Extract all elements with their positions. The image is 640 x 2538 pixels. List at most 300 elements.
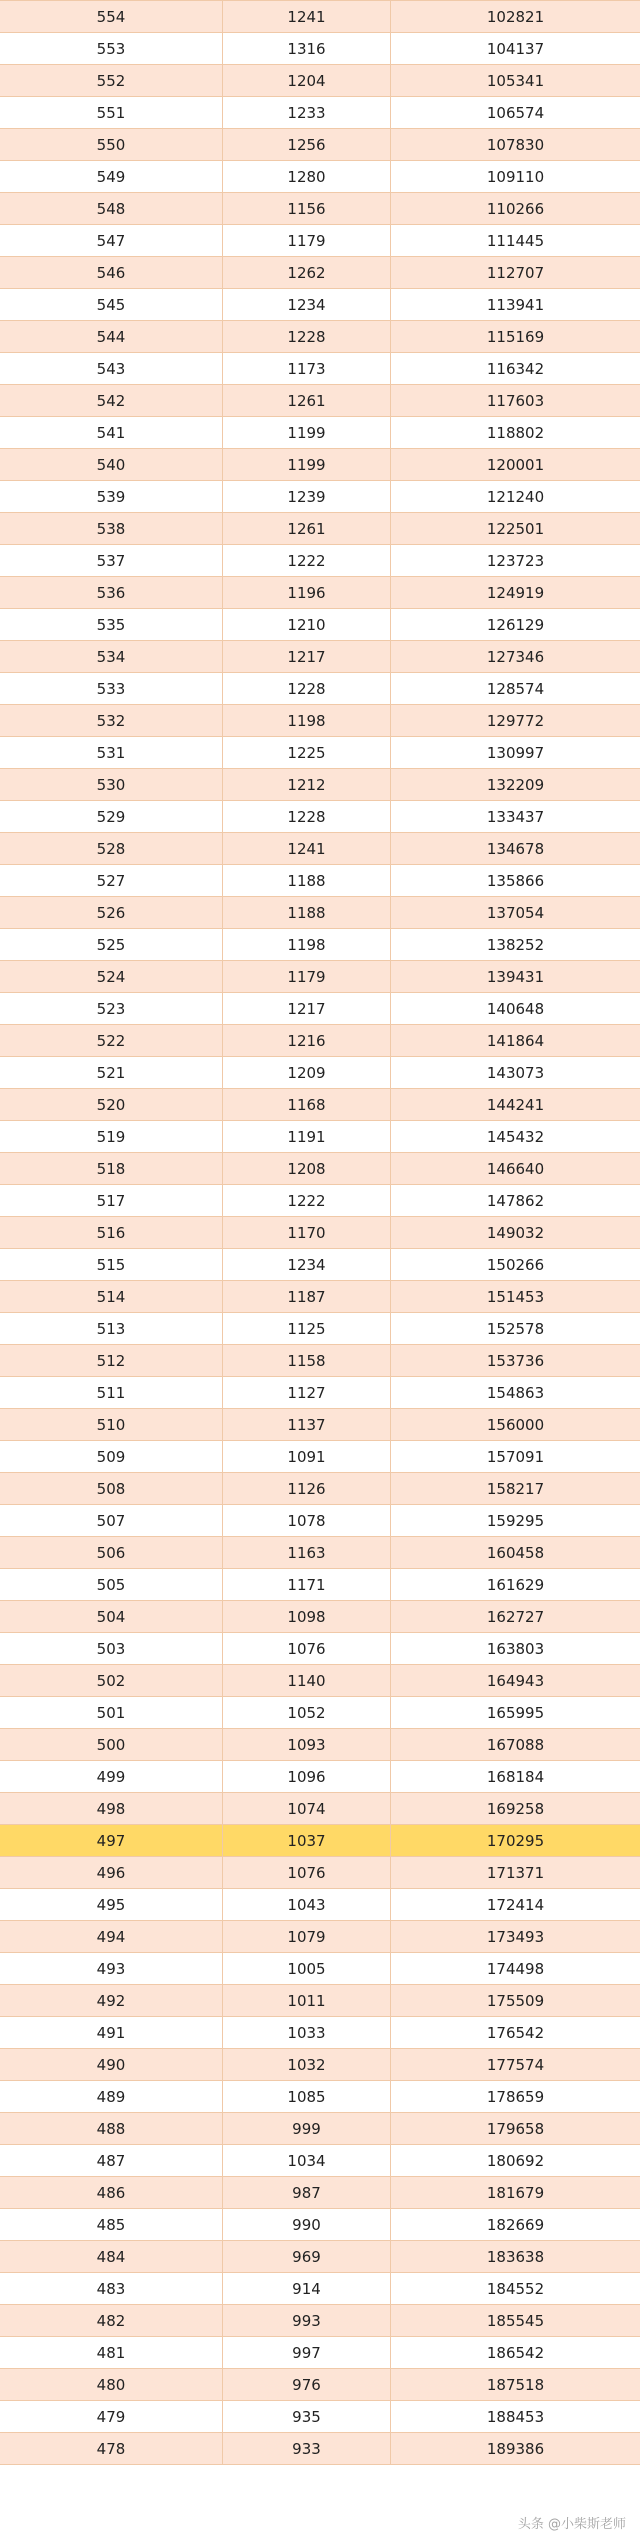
cumulative-cell: 147862 (486, 1191, 545, 1210)
score-cell: 523 (0, 993, 223, 1024)
count-cell: 1126 (223, 1473, 391, 1504)
score-cell: 496 (0, 1857, 223, 1888)
table-row (0, 97, 640, 129)
score-cell: 550 (0, 129, 223, 160)
count-cell: 1011 (223, 1985, 391, 2016)
count-cell: 1052 (223, 1697, 391, 1728)
cumulative-cell: 128574 (486, 679, 545, 698)
count-cell: 1217 (223, 993, 391, 1024)
count-cell: 1079 (223, 1921, 391, 1952)
count-cell: 1262 (223, 257, 391, 288)
score-cell: 536 (0, 577, 223, 608)
score-cell: 514 (0, 1281, 223, 1312)
cumulative-cell: 104137 (486, 39, 545, 58)
score-cell: 548 (0, 193, 223, 224)
count-cell: 1093 (223, 1729, 391, 1760)
count-cell: 1208 (223, 1153, 391, 1184)
cumulative-cell: 139431 (486, 967, 545, 986)
cumulative-cell: 129772 (486, 711, 545, 730)
cumulative-cell: 117603 (486, 391, 545, 410)
score-cell: 554 (0, 1, 223, 32)
table-row (0, 2337, 640, 2369)
cumulative-cell: 156000 (486, 1415, 545, 1434)
table-row (0, 1633, 640, 1665)
count-cell: 1137 (223, 1409, 391, 1440)
cumulative-cell: 144241 (486, 1095, 545, 1114)
table-row (0, 257, 640, 289)
count-cell: 1033 (223, 2017, 391, 2048)
cumulative-cell: 118802 (486, 423, 545, 442)
score-cell: 549 (0, 161, 223, 192)
cumulative-cell: 112707 (486, 263, 545, 282)
score-cell: 522 (0, 1025, 223, 1056)
count-cell: 1198 (223, 705, 391, 736)
cumulative-cell: 153736 (486, 1351, 545, 1370)
table-row (0, 1217, 640, 1249)
count-cell: 1228 (223, 321, 391, 352)
cumulative-cell: 149032 (486, 1223, 545, 1242)
cumulative-cell: 107830 (486, 135, 545, 154)
count-cell: 1005 (223, 1953, 391, 1984)
score-cell: 486 (0, 2177, 223, 2208)
table-row (0, 1761, 640, 1793)
table-row (0, 641, 640, 673)
table-row-highlighted (0, 1825, 640, 1857)
score-cell: 541 (0, 417, 223, 448)
cumulative-cell: 163803 (486, 1639, 545, 1658)
cumulative-cell: 121240 (486, 487, 545, 506)
count-cell: 1233 (223, 97, 391, 128)
cumulative-cell: 168184 (486, 1767, 545, 1786)
count-cell: 976 (223, 2369, 391, 2400)
count-cell: 1043 (223, 1889, 391, 1920)
score-cell: 540 (0, 449, 223, 480)
cumulative-cell: 159295 (486, 1511, 545, 1530)
score-cell: 530 (0, 769, 223, 800)
table-row (0, 513, 640, 545)
cumulative-cell: 122501 (486, 519, 545, 538)
table-row (0, 321, 640, 353)
score-cell: 492 (0, 1985, 223, 2016)
cumulative-cell: 115169 (486, 327, 545, 346)
score-cell: 518 (0, 1153, 223, 1184)
score-cell: 506 (0, 1537, 223, 1568)
cumulative-cell: 127346 (486, 647, 545, 666)
score-cell: 507 (0, 1505, 223, 1536)
score-cell: 484 (0, 2241, 223, 2272)
count-cell: 1234 (223, 1249, 391, 1280)
score-cell: 516 (0, 1217, 223, 1248)
score-cell: 495 (0, 1889, 223, 1920)
score-cell: 488 (0, 2113, 223, 2144)
cumulative-cell: 180692 (486, 2151, 545, 2170)
table-row (0, 865, 640, 897)
score-cell: 512 (0, 1345, 223, 1376)
table-row (0, 385, 640, 417)
cumulative-cell: 181679 (486, 2183, 545, 2202)
score-cell: 535 (0, 609, 223, 640)
table-row (0, 2209, 640, 2241)
cumulative-cell: 162727 (486, 1607, 545, 1626)
score-cell: 498 (0, 1793, 223, 1824)
table-row (0, 2177, 640, 2209)
table-row (0, 1409, 640, 1441)
table-row (0, 1601, 640, 1633)
count-cell: 1204 (223, 65, 391, 96)
count-cell: 1188 (223, 897, 391, 928)
table-row (0, 449, 640, 481)
score-cell: 481 (0, 2337, 223, 2368)
score-cell: 531 (0, 737, 223, 768)
count-cell: 1179 (223, 225, 391, 256)
table-row (0, 2113, 640, 2145)
score-cell: 511 (0, 1377, 223, 1408)
cumulative-cell: 154863 (486, 1383, 545, 1402)
score-cell: 539 (0, 481, 223, 512)
count-cell: 1034 (223, 2145, 391, 2176)
table-row (0, 193, 640, 225)
count-cell: 1261 (223, 513, 391, 544)
score-cell: 508 (0, 1473, 223, 1504)
table-row (0, 1441, 640, 1473)
count-cell: 1228 (223, 673, 391, 704)
score-cell: 517 (0, 1185, 223, 1216)
score-cell: 509 (0, 1441, 223, 1472)
table-row (0, 801, 640, 833)
table-row (0, 705, 640, 737)
cumulative-cell: 176542 (486, 2023, 545, 2042)
score-cell: 546 (0, 257, 223, 288)
cumulative-cell: 158217 (486, 1479, 545, 1498)
count-cell: 1156 (223, 193, 391, 224)
score-cell: 485 (0, 2209, 223, 2240)
table-row (0, 1665, 640, 1697)
count-cell: 1239 (223, 481, 391, 512)
score-cell: 521 (0, 1057, 223, 1088)
count-cell: 1171 (223, 1569, 391, 1600)
table-row (0, 993, 640, 1025)
table-row (0, 1537, 640, 1569)
cumulative-cell: 182669 (486, 2215, 545, 2234)
table-row (0, 1345, 640, 1377)
table-row (0, 833, 640, 865)
table-row (0, 1729, 640, 1761)
count-cell: 993 (223, 2305, 391, 2336)
table-row (0, 1505, 640, 1537)
count-cell: 1222 (223, 545, 391, 576)
cumulative-cell: 167088 (486, 1735, 545, 1754)
cumulative-cell: 120001 (486, 455, 545, 474)
table-row (0, 417, 640, 449)
cumulative-cell: 160458 (486, 1543, 545, 1562)
cumulative-cell: 174498 (486, 1959, 545, 1978)
table-row (0, 2401, 640, 2433)
score-cell: 528 (0, 833, 223, 864)
count-cell: 1125 (223, 1313, 391, 1344)
score-cell: 497 (0, 1825, 223, 1856)
count-cell: 1234 (223, 289, 391, 320)
score-cell: 532 (0, 705, 223, 736)
cumulative-cell: 130997 (486, 743, 545, 762)
score-cell: 551 (0, 97, 223, 128)
table-row (0, 1281, 640, 1313)
cumulative-cell: 150266 (486, 1255, 545, 1274)
count-cell: 1316 (223, 33, 391, 64)
count-cell: 1163 (223, 1537, 391, 1568)
score-cell: 499 (0, 1761, 223, 1792)
count-cell: 1280 (223, 161, 391, 192)
score-cell: 490 (0, 2049, 223, 2080)
table-row (0, 1153, 640, 1185)
score-cell: 487 (0, 2145, 223, 2176)
score-cell: 544 (0, 321, 223, 352)
cumulative-cell: 141864 (486, 1031, 545, 1050)
score-cell: 513 (0, 1313, 223, 1344)
score-cell: 542 (0, 385, 223, 416)
count-cell: 914 (223, 2273, 391, 2304)
table-row (0, 2305, 640, 2337)
count-cell: 1158 (223, 1345, 391, 1376)
cumulative-cell: 132209 (486, 775, 545, 794)
count-cell: 1096 (223, 1761, 391, 1792)
score-cell: 525 (0, 929, 223, 960)
cumulative-cell: 140648 (486, 999, 545, 1018)
cumulative-cell: 145432 (486, 1127, 545, 1146)
table-row (0, 769, 640, 801)
cumulative-cell: 187518 (486, 2375, 545, 2394)
cumulative-cell: 116342 (486, 359, 545, 378)
table-row (0, 2273, 640, 2305)
table-row (0, 65, 640, 97)
count-cell: 1078 (223, 1505, 391, 1536)
count-cell: 1191 (223, 1121, 391, 1152)
score-cell: 524 (0, 961, 223, 992)
count-cell: 1091 (223, 1441, 391, 1472)
table-row (0, 1057, 640, 1089)
cumulative-cell: 177574 (486, 2055, 545, 2074)
cumulative-cell: 179658 (486, 2119, 545, 2138)
cumulative-cell: 151453 (486, 1287, 545, 1306)
cumulative-cell: 169258 (486, 1799, 545, 1818)
table-row (0, 2369, 640, 2401)
cumulative-cell: 172414 (486, 1895, 545, 1914)
table-row (0, 737, 640, 769)
count-cell: 1216 (223, 1025, 391, 1056)
cumulative-cell: 188453 (486, 2407, 545, 2426)
table-row (0, 33, 640, 65)
cumulative-cell: 185545 (486, 2311, 545, 2330)
table-row (0, 1569, 640, 1601)
table-row (0, 577, 640, 609)
table-row (0, 1089, 640, 1121)
score-cell: 500 (0, 1729, 223, 1760)
cumulative-cell: 124919 (486, 583, 545, 602)
cumulative-cell: 171371 (486, 1863, 545, 1882)
cumulative-cell: 175509 (486, 1991, 545, 2010)
table-row (0, 2145, 640, 2177)
count-cell: 1085 (223, 2081, 391, 2112)
count-cell: 1032 (223, 2049, 391, 2080)
count-cell: 1241 (223, 833, 391, 864)
cumulative-cell: 164943 (486, 1671, 545, 1690)
cumulative-cell: 123723 (486, 551, 545, 570)
count-cell: 1225 (223, 737, 391, 768)
table-row (0, 1697, 640, 1729)
count-cell: 990 (223, 2209, 391, 2240)
table-row (0, 961, 640, 993)
count-cell: 1170 (223, 1217, 391, 1248)
count-cell: 1076 (223, 1857, 391, 1888)
count-cell: 997 (223, 2337, 391, 2368)
table-row (0, 1185, 640, 1217)
count-cell: 1198 (223, 929, 391, 960)
score-cell: 547 (0, 225, 223, 256)
score-cell: 537 (0, 545, 223, 576)
cumulative-cell: 170295 (486, 1831, 545, 1850)
cumulative-cell: 178659 (486, 2087, 545, 2106)
score-cell: 526 (0, 897, 223, 928)
count-cell: 1209 (223, 1057, 391, 1088)
table-row (0, 129, 640, 161)
cumulative-cell: 102821 (486, 7, 545, 26)
score-cell: 545 (0, 289, 223, 320)
watermark: 头条 @小柴斯老师 (517, 2517, 626, 2532)
count-cell: 1076 (223, 1633, 391, 1664)
cumulative-cell: 126129 (486, 615, 545, 634)
table-row (0, 1953, 640, 1985)
count-cell: 969 (223, 2241, 391, 2272)
score-cell: 515 (0, 1249, 223, 1280)
table-row (0, 289, 640, 321)
cumulative-cell: 138252 (486, 935, 545, 954)
score-cell: 491 (0, 2017, 223, 2048)
cumulative-cell: 135866 (486, 871, 545, 890)
cumulative-cell: 109110 (486, 167, 545, 186)
score-cell: 479 (0, 2401, 223, 2432)
score-cell: 478 (0, 2433, 223, 2464)
score-cell: 552 (0, 65, 223, 96)
count-cell: 1187 (223, 1281, 391, 1312)
count-cell: 933 (223, 2433, 391, 2464)
score-cell: 494 (0, 1921, 223, 1952)
cumulative-cell: 133437 (486, 807, 545, 826)
table-row (0, 1857, 640, 1889)
table-row (0, 2017, 640, 2049)
count-cell: 1188 (223, 865, 391, 896)
cumulative-cell: 105341 (486, 71, 545, 90)
table-row (0, 1985, 640, 2017)
cumulative-cell: 152578 (486, 1319, 545, 1338)
cumulative-cell: 157091 (486, 1447, 545, 1466)
count-cell: 1173 (223, 353, 391, 384)
table-row (0, 1121, 640, 1153)
score-cell: 543 (0, 353, 223, 384)
count-cell: 1074 (223, 1793, 391, 1824)
cumulative-cell: 137054 (486, 903, 545, 922)
score-cell: 533 (0, 673, 223, 704)
score-cell: 502 (0, 1665, 223, 1696)
count-cell: 999 (223, 2113, 391, 2144)
count-cell: 935 (223, 2401, 391, 2432)
count-cell: 1127 (223, 1377, 391, 1408)
score-cell: 505 (0, 1569, 223, 1600)
score-cell: 510 (0, 1409, 223, 1440)
table-row (0, 1473, 640, 1505)
count-cell: 1228 (223, 801, 391, 832)
table-row (0, 1025, 640, 1057)
count-cell: 1037 (223, 1825, 391, 1856)
score-cell: 534 (0, 641, 223, 672)
table-row (0, 1377, 640, 1409)
count-cell: 987 (223, 2177, 391, 2208)
table-row (0, 673, 640, 705)
table-row (0, 481, 640, 513)
cumulative-cell: 143073 (486, 1063, 545, 1082)
score-cell: 483 (0, 2273, 223, 2304)
count-cell: 1256 (223, 129, 391, 160)
count-cell: 1217 (223, 641, 391, 672)
score-cell: 538 (0, 513, 223, 544)
table-row (0, 1, 640, 33)
table-row (0, 1313, 640, 1345)
table-row (0, 2433, 640, 2465)
table-row (0, 353, 640, 385)
cumulative-cell: 161629 (486, 1575, 545, 1594)
table-row (0, 2241, 640, 2273)
table-row (0, 161, 640, 193)
table-row (0, 1921, 640, 1953)
count-cell: 1140 (223, 1665, 391, 1696)
score-cell: 529 (0, 801, 223, 832)
count-cell: 1199 (223, 449, 391, 480)
cumulative-cell: 173493 (486, 1927, 545, 1946)
cumulative-cell: 165995 (486, 1703, 545, 1722)
count-cell: 1222 (223, 1185, 391, 1216)
score-cell: 501 (0, 1697, 223, 1728)
count-cell: 1179 (223, 961, 391, 992)
count-cell: 1210 (223, 609, 391, 640)
cumulative-cell: 183638 (486, 2247, 545, 2266)
table-row (0, 545, 640, 577)
cumulative-cell: 110266 (486, 199, 545, 218)
count-cell: 1168 (223, 1089, 391, 1120)
count-cell: 1199 (223, 417, 391, 448)
count-cell: 1241 (223, 1, 391, 32)
table-row (0, 225, 640, 257)
table-row (0, 2049, 640, 2081)
count-cell: 1098 (223, 1601, 391, 1632)
cumulative-cell: 111445 (486, 231, 545, 250)
count-cell: 1212 (223, 769, 391, 800)
table-row (0, 2081, 640, 2113)
table-row (0, 1793, 640, 1825)
count-cell: 1261 (223, 385, 391, 416)
table-row (0, 1889, 640, 1921)
score-cell: 482 (0, 2305, 223, 2336)
score-cell: 519 (0, 1121, 223, 1152)
cumulative-cell: 189386 (486, 2439, 545, 2458)
cumulative-cell: 106574 (486, 103, 545, 122)
score-cell: 527 (0, 865, 223, 896)
cumulative-cell: 146640 (486, 1159, 545, 1178)
table-row (0, 1249, 640, 1281)
score-cell: 480 (0, 2369, 223, 2400)
cumulative-cell: 184552 (486, 2279, 545, 2298)
score-cell: 504 (0, 1601, 223, 1632)
cumulative-cell: 186542 (486, 2343, 545, 2362)
count-cell: 1196 (223, 577, 391, 608)
score-cell: 520 (0, 1089, 223, 1120)
